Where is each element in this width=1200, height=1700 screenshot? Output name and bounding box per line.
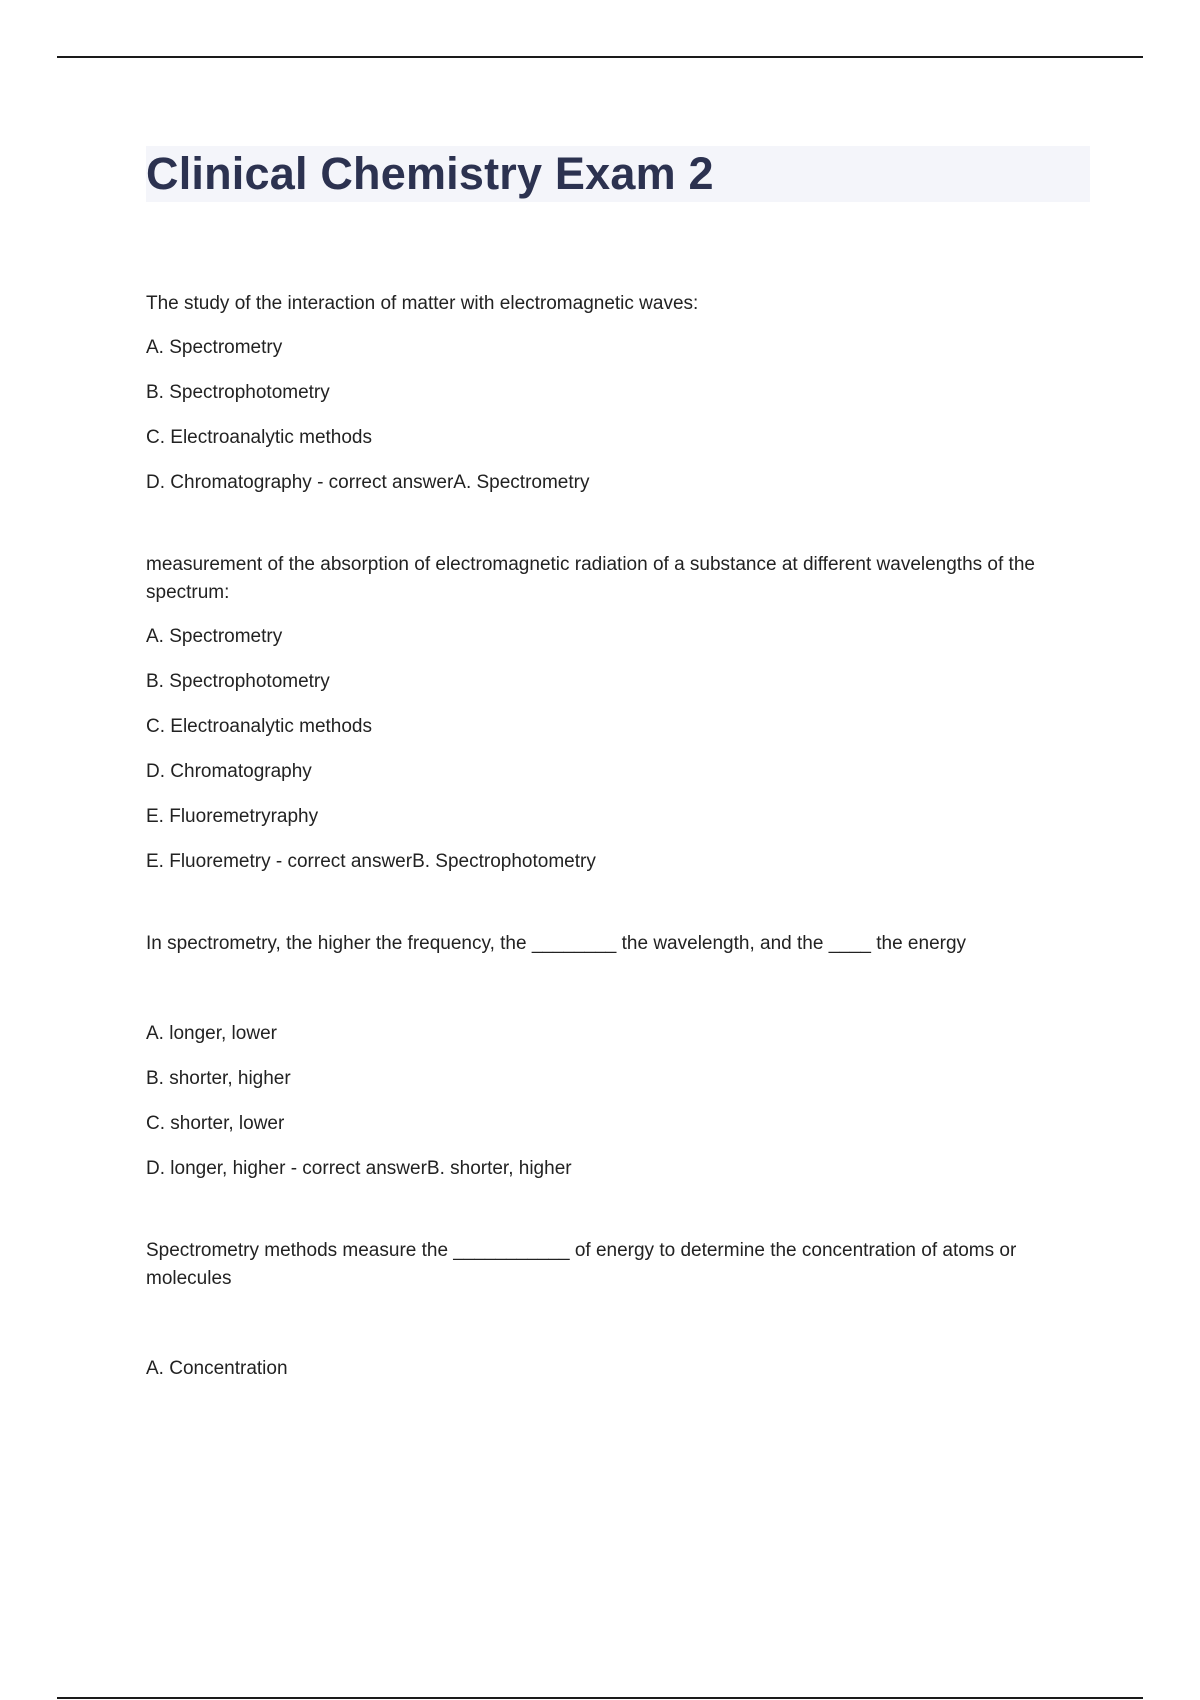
question-stem: Spectrometry methods measure the ___________ of energy to determine the concentration of atoms or molecules: [146, 1240, 1017, 1289]
answer-option: B. Spectrophotometry: [146, 671, 330, 692]
answer-option-with-correct-answer: D. Chromatography - correct answerA. Spectrometry: [146, 472, 590, 493]
answer-option: E. Fluoremetryraphy: [146, 806, 319, 827]
answer-option: A. longer, lower: [146, 1023, 277, 1044]
answer-option: A. Spectrometry: [146, 626, 283, 647]
answer-option: B. shorter, higher: [146, 1068, 291, 1089]
answer-option: C. Electroanalytic methods: [146, 716, 372, 737]
question-list: [146, 290, 1090, 1383]
document-title: Clinical Chemistry Exam 2: [146, 148, 714, 199]
answer-option-with-correct-answer: D. longer, higher - correct answerB. shorter, higher: [146, 1158, 572, 1179]
title-band: [146, 146, 1090, 202]
question-stem: The study of the interaction of matter with electromagnetic waves:: [146, 293, 699, 314]
top-rule: [57, 56, 1143, 58]
answer-option-with-correct-answer: E. Fluoremetry - correct answerB. Spectrophotometry: [146, 851, 596, 872]
answer-option: A. Spectrometry: [146, 337, 283, 358]
answer-option: A. Concentration: [146, 1358, 288, 1379]
page-content: [146, 146, 1090, 1437]
question-1: [146, 290, 1090, 497]
question-stem: In spectrometry, the higher the frequency, the ________ the wavelength, and the ____ the energy: [146, 933, 967, 954]
answer-option: B. Spectrophotometry: [146, 382, 330, 403]
answer-option: C. Electroanalytic methods: [146, 427, 372, 448]
answer-option: C. shorter, lower: [146, 1113, 285, 1134]
question-2: [146, 551, 1090, 876]
answer-option: D. Chromatography: [146, 761, 312, 782]
question-4: [146, 1237, 1090, 1383]
bottom-rule: [57, 1697, 1143, 1699]
question-3: [146, 930, 1090, 1183]
question-stem: measurement of the absorption of electromagnetic radiation of a substance at different wavelengths of the spectrum:: [146, 554, 1035, 603]
